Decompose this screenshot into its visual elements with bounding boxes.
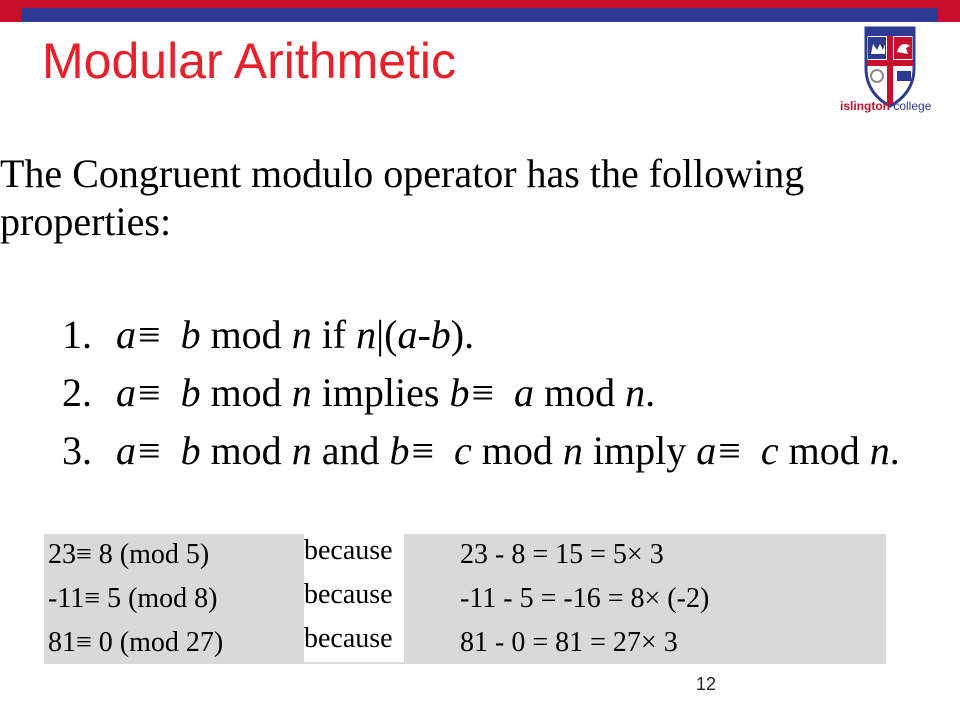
top-stripe-right-cap xyxy=(938,8,960,22)
math-variable: c xyxy=(760,428,779,473)
math-variable: n xyxy=(291,370,312,415)
math-text: mod xyxy=(534,370,626,415)
math-text: . xyxy=(889,428,900,473)
example-congruence: 81≡ 0 (mod 27) xyxy=(48,627,224,658)
math-text: mod xyxy=(200,312,292,357)
college-wordmark: islington college xyxy=(840,99,932,113)
math-text: - xyxy=(417,312,431,357)
example-row xyxy=(44,578,886,620)
math-text: mod xyxy=(471,428,563,473)
math-variable: n xyxy=(869,428,890,473)
property-number: 2. xyxy=(62,370,92,415)
slide-title: Modular Arithmetic xyxy=(42,33,457,89)
math-text: mod xyxy=(778,428,870,473)
example-row xyxy=(44,534,886,576)
example-row xyxy=(44,622,886,664)
math-variable: a xyxy=(514,370,535,415)
congruence-symbol: ≡ xyxy=(471,370,495,415)
math-text: mod xyxy=(200,370,292,415)
math-variable: a xyxy=(116,370,136,415)
example-calculation: 23 - 8 = 15 = 5× 3 xyxy=(460,539,664,570)
math-text: implies xyxy=(311,370,450,415)
math-text: |( xyxy=(376,312,398,357)
math-variable: a xyxy=(696,428,717,473)
math-variable: n xyxy=(562,428,583,473)
example-congruence: 23≡ 8 (mod 5) xyxy=(48,539,210,570)
top-stripe-left-cap xyxy=(0,8,22,22)
math-variable: b xyxy=(389,428,410,473)
property-number: 3. xyxy=(62,428,92,473)
properties-list xyxy=(62,306,952,480)
math-variable: b xyxy=(449,370,470,415)
congruence-symbol: ≡ xyxy=(411,428,435,473)
math-variable: n xyxy=(356,312,377,357)
property-number: 1. xyxy=(62,312,92,357)
math-variable: a xyxy=(116,312,136,357)
example-calculation: -11 - 5 = -16 = 8× (-2) xyxy=(460,583,710,614)
math-variable: b xyxy=(180,312,201,357)
property-item xyxy=(62,422,952,480)
page-number: 12 xyxy=(696,674,717,694)
example-because: because xyxy=(304,535,393,566)
example-because: because xyxy=(304,579,393,610)
congruence-symbol: ≡ xyxy=(718,428,741,473)
top-stripe-blue xyxy=(0,8,960,22)
math-variable: a xyxy=(397,312,418,357)
math-variable: n xyxy=(625,370,646,415)
math-text: mod xyxy=(200,428,292,473)
intro-text: The Congruent modulo operator has the following properties: xyxy=(0,151,805,244)
example-because: because xyxy=(304,623,393,654)
math-variable: a xyxy=(116,428,136,473)
example-congruence: -11≡ 5 (mod 8) xyxy=(48,583,218,614)
math-text: and xyxy=(311,428,390,473)
math-variable: b xyxy=(180,370,201,415)
math-variable: c xyxy=(454,428,472,473)
congruence-symbol: ≡ xyxy=(138,312,161,357)
math-text: if xyxy=(311,312,357,357)
math-text: . xyxy=(645,370,656,415)
math-variable: b xyxy=(180,428,201,473)
top-stripe-red xyxy=(0,0,960,8)
property-item xyxy=(62,306,952,364)
math-variable: n xyxy=(291,428,312,473)
congruence-symbol: ≡ xyxy=(138,428,161,473)
math-text: ). xyxy=(450,312,475,357)
example-calculation: 81 - 0 = 81 = 27× 3 xyxy=(460,627,678,658)
property-item xyxy=(62,364,952,422)
examples-table xyxy=(44,534,886,664)
math-variable: n xyxy=(291,312,312,357)
congruence-symbol: ≡ xyxy=(138,370,161,415)
math-variable: b xyxy=(430,312,451,357)
math-text: imply xyxy=(582,428,697,473)
